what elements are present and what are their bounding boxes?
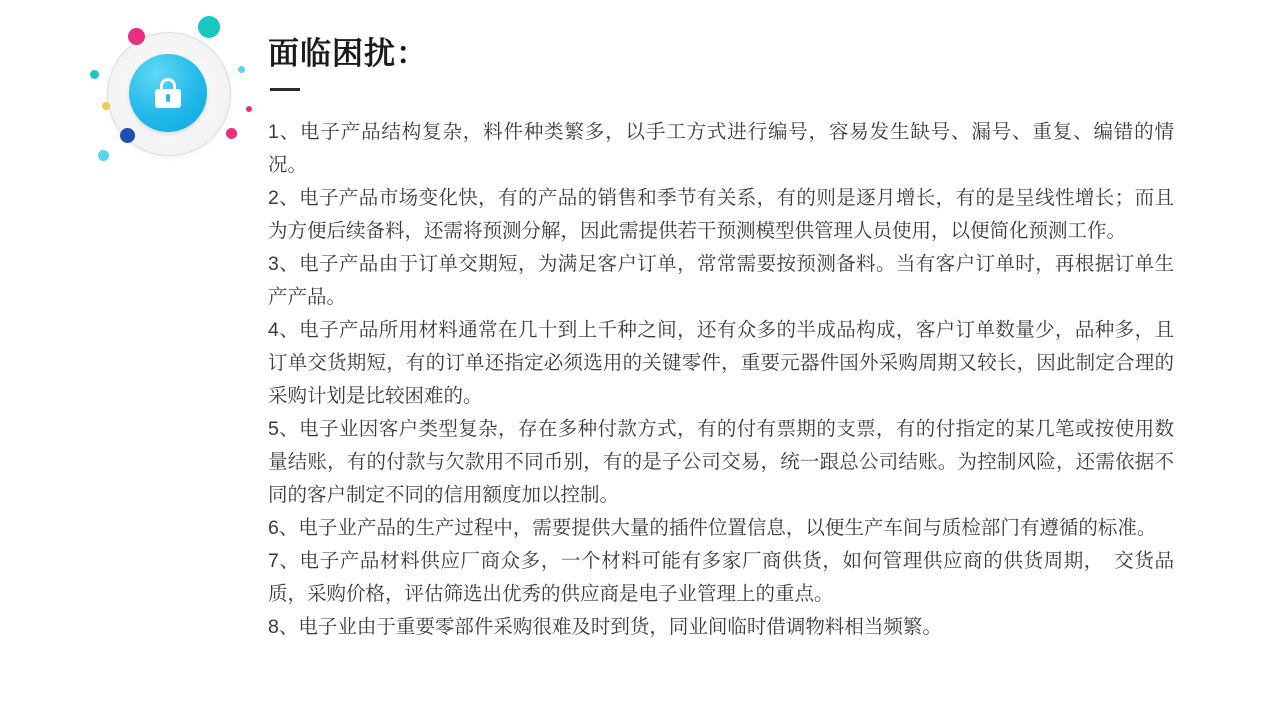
decorative-dot — [102, 102, 110, 110]
lock-glyph — [155, 78, 181, 108]
decorative-dot — [98, 150, 109, 161]
decorative-dot — [226, 128, 237, 139]
decorative-icon-cluster — [78, 10, 258, 185]
decorative-dot — [120, 128, 135, 143]
lock-keyhole-shape — [166, 94, 170, 102]
decorative-dot — [128, 28, 145, 45]
page-title: 面临困扰： — [268, 36, 428, 71]
title-underline — [270, 88, 300, 91]
paragraph-item: 8、电子业由于重要零部件采购很难及时到货，同业间临时借调物料相当频繁。 — [268, 616, 942, 638]
lock-body-shape — [155, 89, 181, 108]
paragraph-item: 1、电子产品结构复杂，料件种类繁多，以手工方式进行编号，容易发生缺号、漏号、重复、编错的情况。 — [268, 121, 1174, 176]
paragraph-item: 4、电子产品所用材料通常在几十到上千种之间，还有众多的半成品构成，客户订单数量少，品种多，且订单交货期短，有的订单还指定必须选用的关键零件，重要元器件国外采购周期又较长，因此制定合理的采购计划是比较困难的。 — [268, 319, 1174, 407]
decorative-dot — [90, 70, 99, 79]
paragraph-item: 3、电子产品由于订单交期短，为满足客户订单，常常需要按预测备料。当有客户订单时，再根据订单生产产品。 — [268, 253, 1174, 308]
paragraph-item: 5、电子业因客户类型复杂，存在多种付款方式，有的付有票期的支票，有的付指定的某几笔或按使用数量结账，有的付款与欠款用不同币别，有的是子公司交易，统一跟总公司结账。为控制风险，还需依据不同的客户制定不同的信用额度加以控制。 — [268, 418, 1174, 506]
lock-icon — [129, 54, 207, 132]
paragraph-item: 7、电子产品材料供应厂商众多，一个材料可能有多家厂商供货，如何管理供应商的供货周期， 交货品质，采购价格，评估筛选出优秀的供应商是电子业管理上的重点。 — [268, 550, 1174, 605]
paragraph-item: 2、电子产品市场变化快，有的产品的销售和季节有关系，有的则是逐月增长，有的是呈线性增长；而且为方便后续备料，还需将预测分解，因此需提供若干预测模型供管理人员使用，以便简化预测工作。 — [268, 187, 1174, 242]
decorative-dot — [246, 106, 252, 112]
decorative-dot — [198, 16, 220, 38]
body-content — [268, 116, 1174, 644]
decorative-dot — [238, 66, 245, 73]
paragraph-item: 6、电子业产品的生产过程中，需要提供大量的插件位置信息，以便生产车间与质检部门有遵循的标准。 — [268, 517, 1157, 539]
